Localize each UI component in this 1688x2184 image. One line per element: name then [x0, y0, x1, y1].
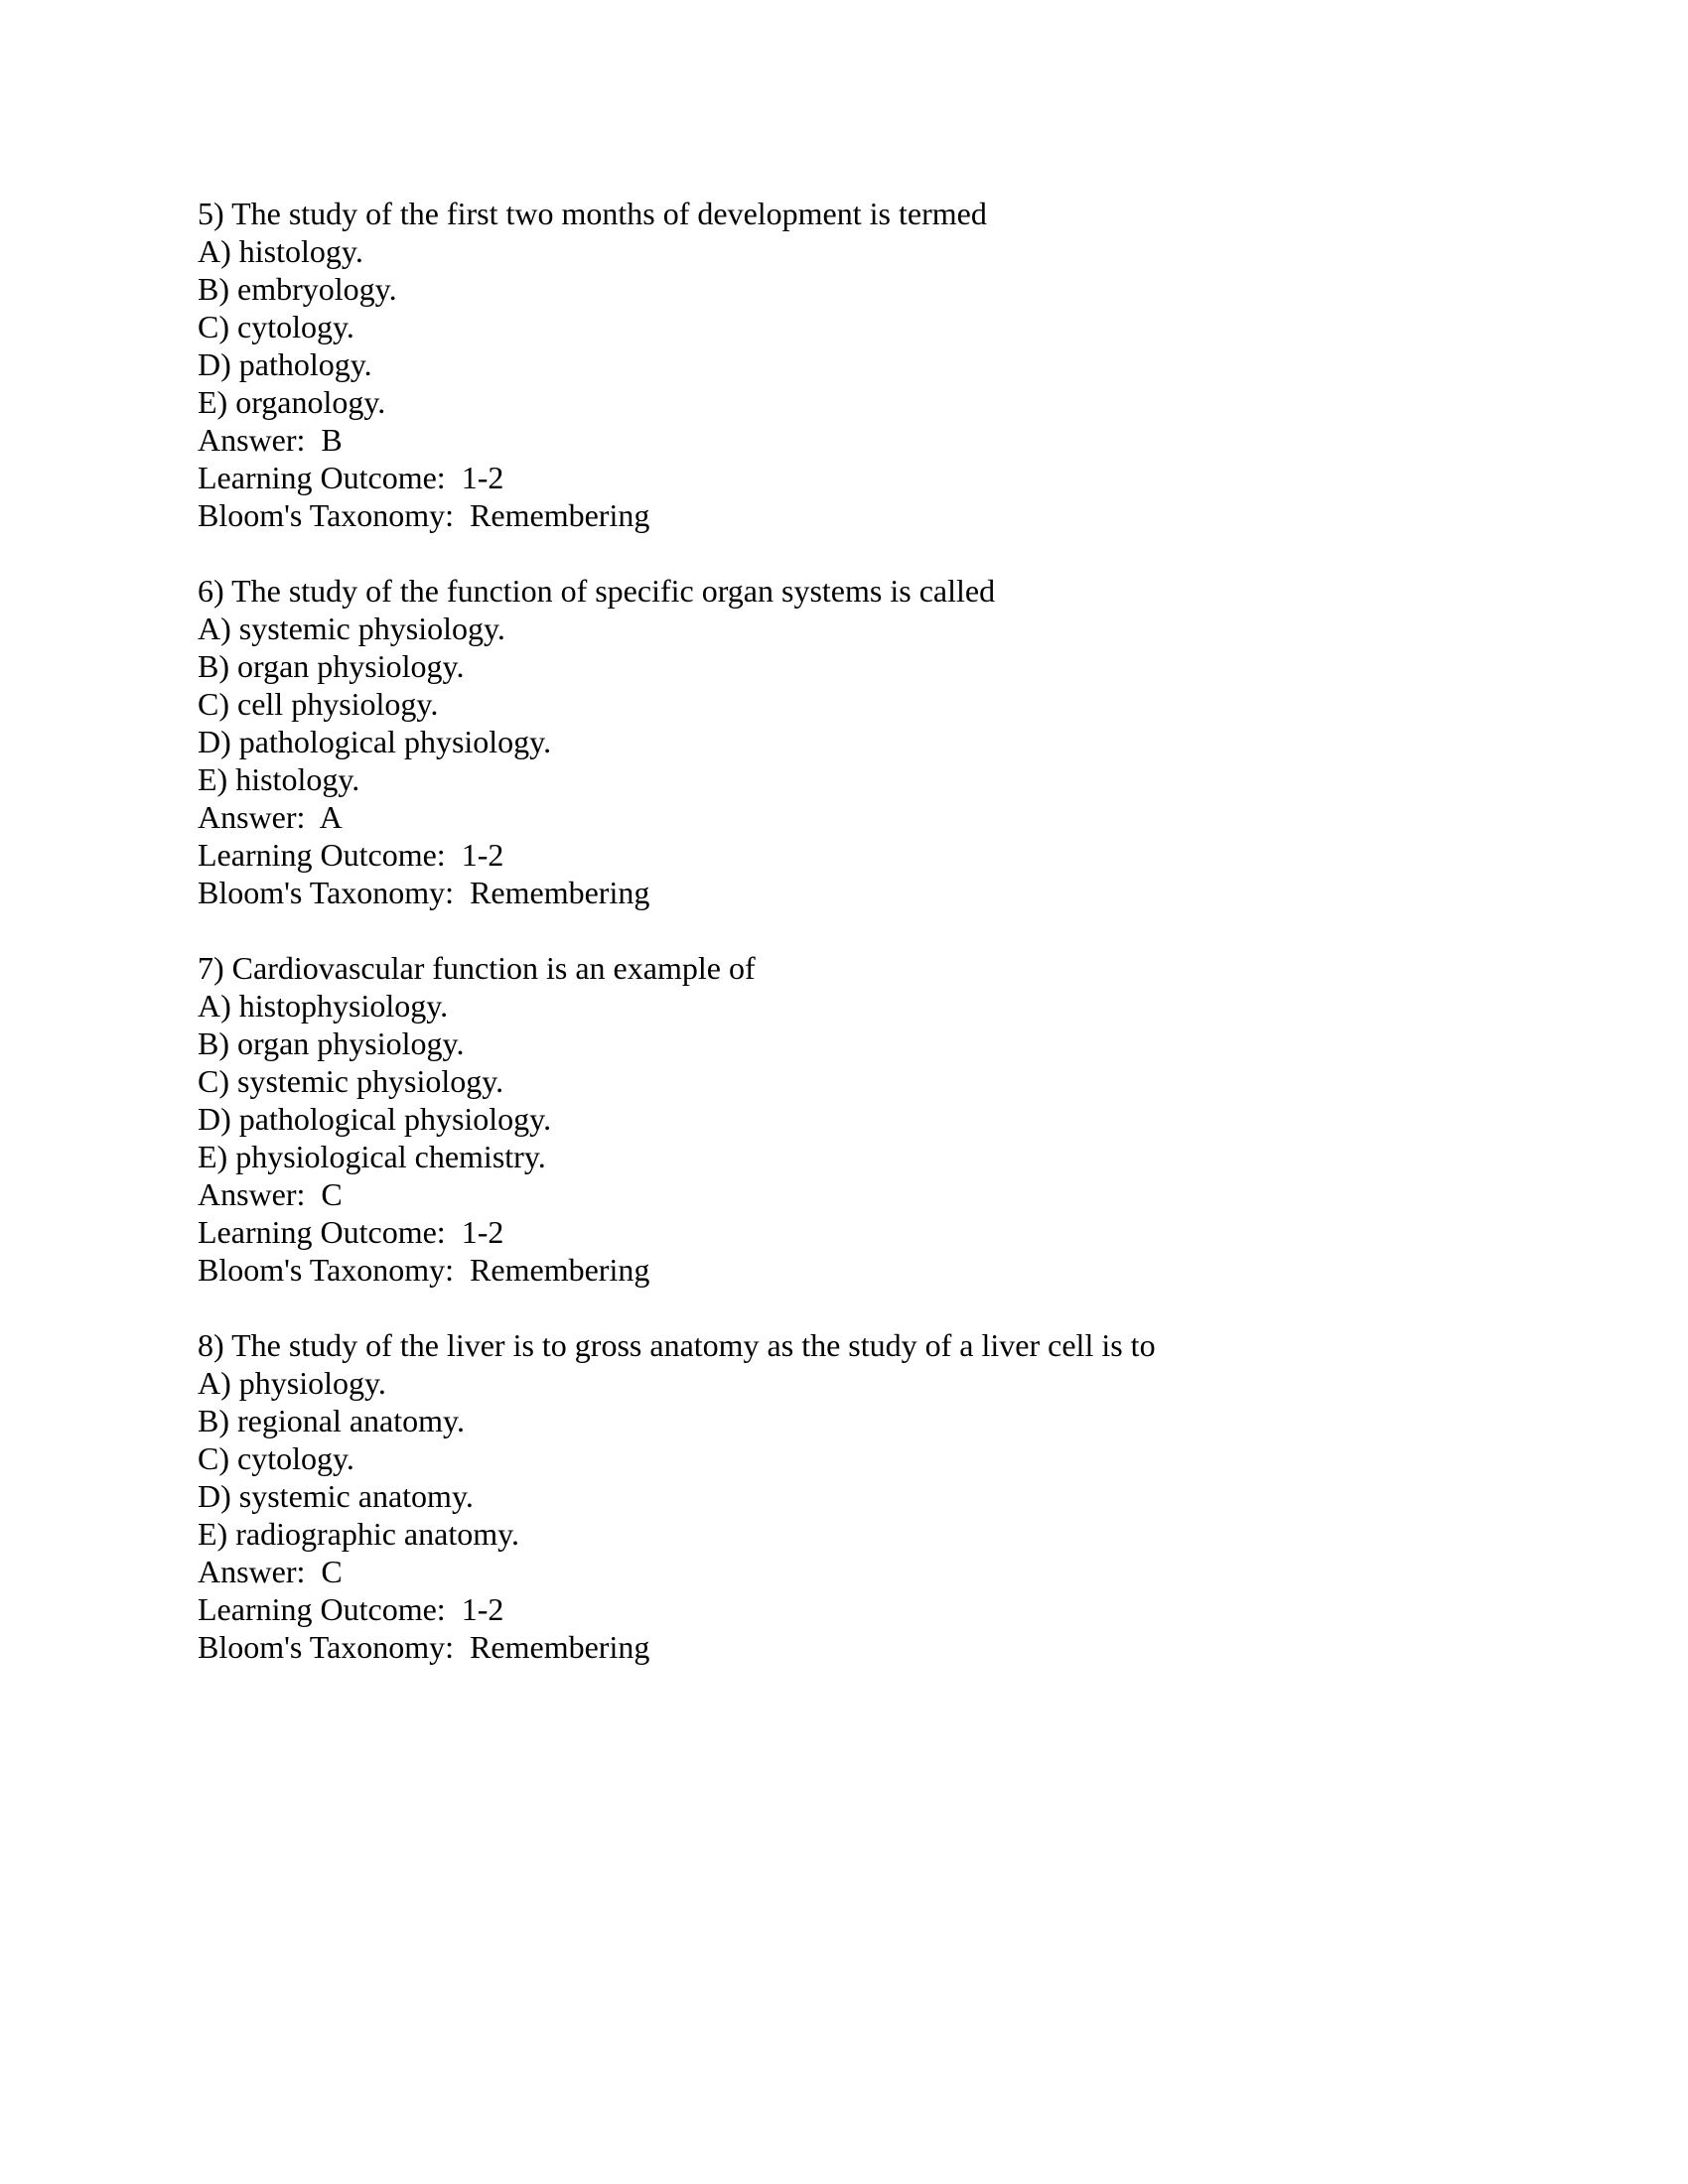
blooms-taxonomy: Bloom's Taxonomy: Remembering	[198, 875, 650, 910]
answer-option-d: D) pathology.	[198, 346, 372, 382]
blooms-taxonomy: Bloom's Taxonomy: Remembering	[198, 1629, 650, 1665]
answer-option-b: B) regional anatomy.	[198, 1403, 465, 1438]
learning-outcome: Learning Outcome: 1-2	[198, 460, 504, 495]
correct-answer: Answer: C	[198, 1554, 343, 1589]
answer-option-d: D) pathological physiology.	[198, 1101, 552, 1137]
blooms-taxonomy: Bloom's Taxonomy: Remembering	[198, 1252, 650, 1288]
question-stem: 6) The study of the function of specific organ systems is called	[198, 573, 996, 609]
answer-option-b: B) organ physiology.	[198, 648, 465, 684]
answer-option-a: A) histophysiology.	[198, 988, 449, 1024]
question-stem: 5) The study of the first two months of development is termed	[198, 196, 987, 231]
learning-outcome: Learning Outcome: 1-2	[198, 1591, 504, 1627]
answer-option-e: E) physiological chemistry.	[198, 1139, 546, 1174]
answer-option-e: E) organology.	[198, 384, 386, 420]
correct-answer: Answer: C	[198, 1176, 343, 1212]
question-block	[198, 1326, 1508, 1666]
correct-answer: Answer: B	[198, 422, 343, 458]
answer-option-a: A) systemic physiology.	[198, 611, 505, 646]
answer-option-c: C) cytology.	[198, 309, 354, 344]
question-stem: 8) The study of the liver is to gross anatomy as the study of a liver cell is to	[198, 1327, 1156, 1363]
question-block	[198, 949, 1508, 1289]
answer-option-d: D) pathological physiology.	[198, 724, 552, 759]
learning-outcome: Learning Outcome: 1-2	[198, 1214, 504, 1250]
answer-option-c: C) cell physiology.	[198, 686, 439, 722]
answer-option-a: A) physiology.	[198, 1365, 386, 1401]
answer-option-c: C) cytology.	[198, 1440, 354, 1476]
answer-option-b: B) embryology.	[198, 271, 397, 307]
question-list	[198, 195, 1508, 1704]
answer-option-a: A) histology.	[198, 233, 363, 269]
answer-option-e: E) radiographic anatomy.	[198, 1516, 520, 1552]
question-block	[198, 195, 1508, 534]
answer-option-b: B) organ physiology.	[198, 1025, 465, 1061]
learning-outcome: Learning Outcome: 1-2	[198, 837, 504, 873]
answer-option-d: D) systemic anatomy.	[198, 1478, 474, 1514]
question-block	[198, 572, 1508, 911]
blooms-taxonomy: Bloom's Taxonomy: Remembering	[198, 497, 650, 533]
answer-option-c: C) systemic physiology.	[198, 1063, 504, 1099]
correct-answer: Answer: A	[198, 799, 343, 835]
question-stem: 7) Cardiovascular function is an example of	[198, 950, 756, 986]
answer-option-e: E) histology.	[198, 761, 360, 797]
